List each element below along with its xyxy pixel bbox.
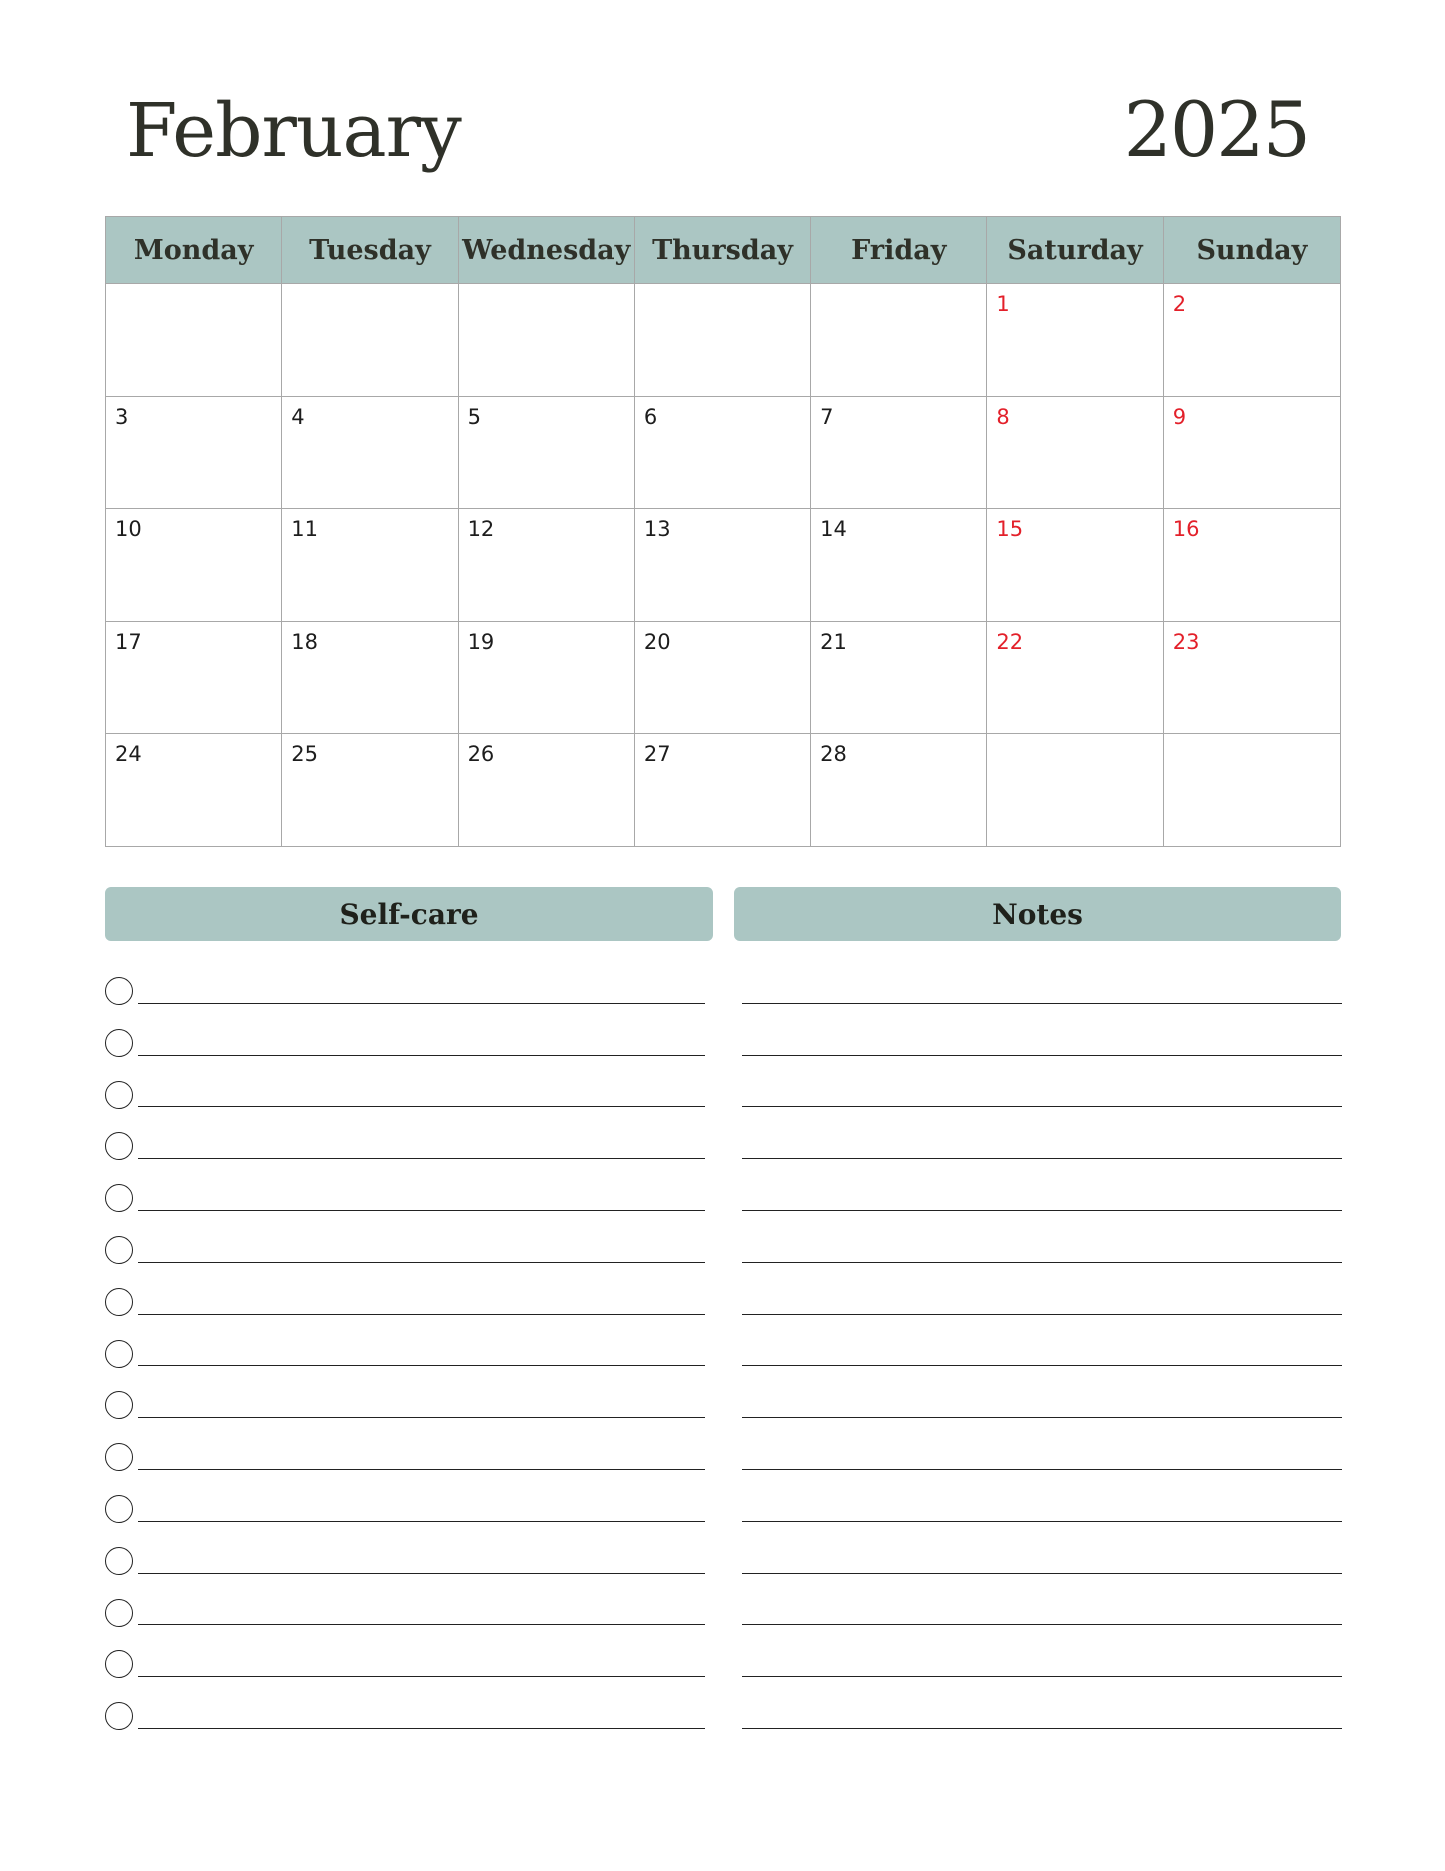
notes-write-line[interactable] bbox=[742, 1003, 1342, 1004]
selfcare-item bbox=[105, 1167, 705, 1219]
selfcare-item bbox=[105, 1582, 705, 1634]
calendar-day-cell[interactable] bbox=[987, 508, 1163, 621]
selfcare-write-line[interactable] bbox=[138, 1106, 705, 1107]
calendar-day-cell[interactable] bbox=[1164, 396, 1340, 509]
selfcare-item bbox=[105, 1478, 705, 1530]
day-number: 27 bbox=[643, 742, 671, 767]
selfcare-item bbox=[105, 1530, 705, 1582]
day-number: 17 bbox=[115, 629, 142, 654]
day-number: 8 bbox=[996, 404, 1010, 429]
selfcare-write-line[interactable] bbox=[138, 1314, 705, 1315]
day-number: 7 bbox=[820, 404, 834, 429]
calendar-day-cell[interactable] bbox=[282, 283, 458, 396]
notes-write-line[interactable] bbox=[742, 1262, 1342, 1263]
selfcare-item bbox=[105, 960, 705, 1012]
selfcare-checklist bbox=[105, 960, 705, 1737]
selfcare-header: Self-care bbox=[105, 887, 713, 941]
calendar-day-cell[interactable] bbox=[635, 621, 811, 734]
selfcare-write-line[interactable] bbox=[138, 1676, 705, 1677]
calendar-day-cell[interactable] bbox=[106, 396, 282, 509]
notes-write-line[interactable] bbox=[742, 1106, 1342, 1107]
notes-item bbox=[742, 1167, 1342, 1219]
checkbox-circle-icon[interactable] bbox=[105, 977, 133, 1005]
notes-write-line[interactable] bbox=[742, 1158, 1342, 1159]
selfcare-item bbox=[105, 1219, 705, 1271]
day-number: 6 bbox=[643, 404, 658, 429]
day-number: 23 bbox=[1172, 629, 1200, 654]
selfcare-item bbox=[105, 1633, 705, 1685]
selfcare-write-line[interactable] bbox=[138, 1469, 705, 1470]
calendar-day-cell[interactable] bbox=[987, 621, 1163, 734]
day-number: 5 bbox=[467, 404, 481, 429]
notes-item bbox=[742, 1374, 1342, 1426]
notes-header: Notes bbox=[734, 887, 1341, 941]
calendar-day-cell[interactable] bbox=[811, 508, 987, 621]
checkbox-circle-icon[interactable] bbox=[105, 1184, 133, 1212]
notes-item bbox=[742, 1323, 1342, 1375]
calendar-day-cell[interactable] bbox=[811, 621, 987, 734]
calendar-day-cell[interactable] bbox=[106, 621, 282, 734]
notes-write-line[interactable] bbox=[742, 1676, 1342, 1677]
calendar-day-cell[interactable] bbox=[282, 733, 458, 846]
day-number: 9 bbox=[1172, 404, 1187, 429]
calendar-day-cell[interactable] bbox=[459, 621, 635, 734]
day-number: 21 bbox=[820, 629, 847, 654]
weekday-header-saturday: Saturday bbox=[987, 217, 1163, 283]
calendar-day-cell[interactable] bbox=[459, 508, 635, 621]
checkbox-circle-icon[interactable] bbox=[105, 1391, 133, 1419]
selfcare-item bbox=[105, 1064, 705, 1116]
checkbox-circle-icon[interactable] bbox=[105, 1029, 133, 1057]
weekday-header-sunday: Sunday bbox=[1164, 217, 1340, 283]
checkbox-circle-icon[interactable] bbox=[105, 1443, 133, 1471]
selfcare-write-line[interactable] bbox=[138, 1521, 705, 1522]
notes-item bbox=[742, 1530, 1342, 1582]
day-number: 13 bbox=[643, 517, 671, 542]
calendar-day-cell[interactable] bbox=[1164, 621, 1340, 734]
day-number: 24 bbox=[115, 742, 142, 767]
calendar-day-cell[interactable] bbox=[811, 396, 987, 509]
notes-item bbox=[742, 1064, 1342, 1116]
checkbox-circle-icon[interactable] bbox=[105, 1288, 133, 1316]
day-number: 15 bbox=[996, 517, 1024, 542]
selfcare-item bbox=[105, 1271, 705, 1323]
notes-write-line[interactable] bbox=[742, 1055, 1342, 1056]
checkbox-circle-icon[interactable] bbox=[105, 1650, 133, 1678]
day-number: 20 bbox=[643, 629, 671, 654]
notes-write-line[interactable] bbox=[742, 1210, 1342, 1211]
notes-write-line[interactable] bbox=[742, 1365, 1342, 1366]
checkbox-circle-icon[interactable] bbox=[105, 1236, 133, 1264]
calendar-day-cell[interactable] bbox=[635, 733, 811, 846]
selfcare-item bbox=[105, 1323, 705, 1375]
calendar-day-cell[interactable] bbox=[811, 283, 987, 396]
selfcare-item bbox=[105, 1012, 705, 1064]
day-number: 25 bbox=[291, 742, 319, 767]
selfcare-write-line[interactable] bbox=[138, 1158, 705, 1159]
day-number: 11 bbox=[291, 517, 319, 542]
notes-item bbox=[742, 1685, 1342, 1737]
notes-item bbox=[742, 1271, 1342, 1323]
checkbox-circle-icon[interactable] bbox=[105, 1132, 133, 1160]
day-number: 10 bbox=[115, 517, 142, 542]
calendar-day-cell[interactable] bbox=[106, 733, 282, 846]
weekday-header-wednesday: Wednesday bbox=[459, 217, 635, 283]
calendar-day-cell[interactable] bbox=[459, 733, 635, 846]
calendar-day-cell[interactable] bbox=[282, 396, 458, 509]
checkbox-circle-icon[interactable] bbox=[105, 1081, 133, 1109]
day-number: 18 bbox=[291, 629, 319, 654]
notes-write-line[interactable] bbox=[742, 1573, 1342, 1574]
day-number: 22 bbox=[996, 629, 1024, 654]
notes-write-line[interactable] bbox=[742, 1624, 1342, 1625]
calendar-day-cell[interactable] bbox=[987, 733, 1163, 846]
weekday-header-friday: Friday bbox=[811, 217, 987, 283]
selfcare-write-line[interactable] bbox=[138, 1055, 705, 1056]
notes-item bbox=[742, 1115, 1342, 1167]
calendar-day-cell[interactable] bbox=[106, 508, 282, 621]
day-number: 2 bbox=[1172, 292, 1187, 316]
weekday-header-thursday: Thursday bbox=[635, 217, 811, 283]
notes-item bbox=[742, 1219, 1342, 1271]
day-number: 28 bbox=[820, 742, 847, 767]
selfcare-write-line[interactable] bbox=[138, 1728, 705, 1729]
notes-item bbox=[742, 960, 1342, 1012]
notes-write-line[interactable] bbox=[742, 1314, 1342, 1315]
notes-item bbox=[742, 1582, 1342, 1634]
checkbox-circle-icon[interactable] bbox=[105, 1495, 133, 1523]
notes-item bbox=[742, 1478, 1342, 1530]
calendar-day-cell[interactable] bbox=[459, 283, 635, 396]
notes-item bbox=[742, 1633, 1342, 1685]
month-title: February bbox=[126, 88, 461, 174]
calendar-day-cell[interactable] bbox=[1164, 733, 1340, 846]
selfcare-write-line[interactable] bbox=[138, 1365, 705, 1366]
weekday-header-monday: Monday bbox=[106, 217, 282, 283]
selfcare-write-line[interactable] bbox=[138, 1262, 705, 1263]
calendar-day-cell[interactable] bbox=[635, 508, 811, 621]
selfcare-write-line[interactable] bbox=[138, 1210, 705, 1211]
notes-write-line[interactable] bbox=[742, 1469, 1342, 1470]
calendar-day-cell[interactable] bbox=[106, 283, 282, 396]
checkbox-circle-icon[interactable] bbox=[105, 1547, 133, 1575]
day-number: 19 bbox=[467, 629, 495, 654]
calendar-day-cell[interactable] bbox=[635, 283, 811, 396]
selfcare-item bbox=[105, 1115, 705, 1167]
day-number: 16 bbox=[1172, 517, 1200, 542]
day-number: 3 bbox=[115, 404, 129, 429]
year-title: 2025 bbox=[1123, 85, 1309, 174]
notes-write-line[interactable] bbox=[742, 1417, 1342, 1418]
calendar-day-cell[interactable] bbox=[635, 396, 811, 509]
calendar-grid bbox=[105, 216, 1341, 847]
day-number: 26 bbox=[467, 742, 495, 767]
calendar-day-cell[interactable] bbox=[282, 621, 458, 734]
checkbox-circle-icon[interactable] bbox=[105, 1340, 133, 1368]
calendar-day-cell[interactable] bbox=[1164, 508, 1340, 621]
calendar-day-cell[interactable] bbox=[459, 396, 635, 509]
calendar-day-cell[interactable] bbox=[1164, 283, 1340, 396]
selfcare-write-line[interactable] bbox=[138, 1573, 705, 1574]
day-number: 1 bbox=[996, 292, 1010, 316]
weekday-header-tuesday: Tuesday bbox=[282, 217, 458, 283]
notes-write-line[interactable] bbox=[742, 1728, 1342, 1729]
calendar-day-cell[interactable] bbox=[987, 396, 1163, 509]
checkbox-circle-icon[interactable] bbox=[105, 1599, 133, 1627]
selfcare-item bbox=[105, 1374, 705, 1426]
notes-write-line[interactable] bbox=[742, 1521, 1342, 1522]
selfcare-write-line[interactable] bbox=[138, 1003, 705, 1004]
selfcare-item bbox=[105, 1426, 705, 1478]
notes-item bbox=[742, 1012, 1342, 1064]
notes-item bbox=[742, 1426, 1342, 1478]
calendar-day-cell[interactable] bbox=[811, 733, 987, 846]
notes-lines bbox=[742, 960, 1342, 1737]
day-number: 4 bbox=[291, 404, 305, 429]
checkbox-circle-icon[interactable] bbox=[105, 1702, 133, 1730]
calendar-day-cell[interactable] bbox=[282, 508, 458, 621]
selfcare-item bbox=[105, 1685, 705, 1737]
selfcare-write-line[interactable] bbox=[138, 1417, 705, 1418]
day-number: 14 bbox=[820, 517, 847, 542]
calendar-day-cell[interactable] bbox=[987, 283, 1163, 396]
selfcare-write-line[interactable] bbox=[138, 1624, 705, 1625]
day-number: 12 bbox=[467, 517, 495, 542]
